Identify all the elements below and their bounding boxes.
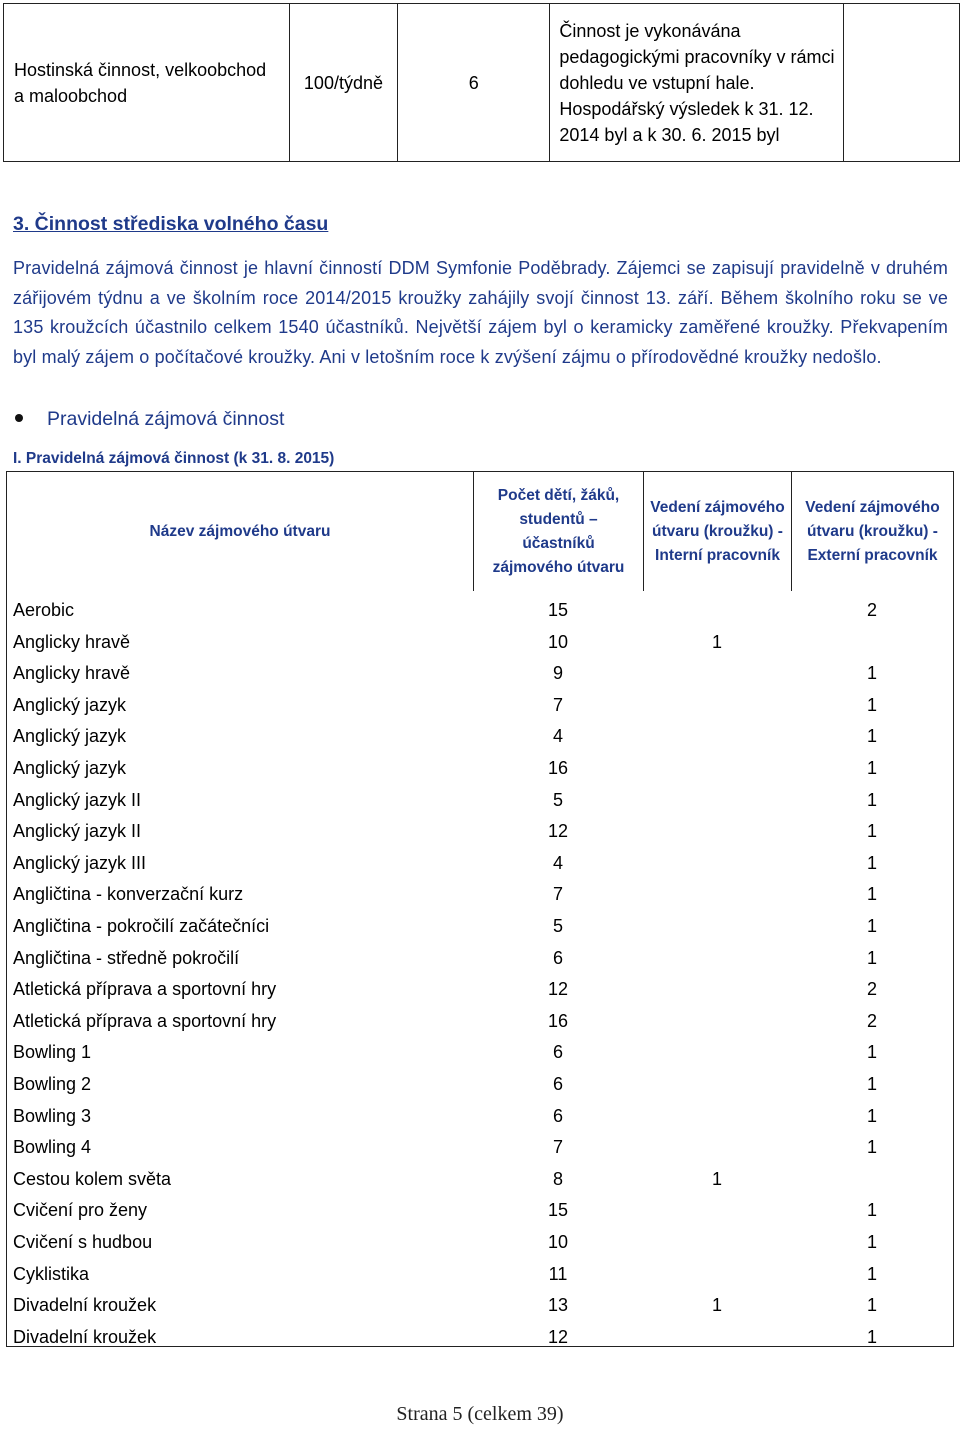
table-row: [7, 973, 953, 1005]
top-extra-cell: [844, 4, 960, 162]
table-row: [7, 1131, 953, 1163]
row-count: 15: [547, 1200, 569, 1221]
table-row: [7, 878, 953, 910]
top-activity-cell: Hostinská činnost, velkoobchod a maloobchod: [4, 4, 290, 162]
table-row: [7, 720, 953, 752]
table-row: [7, 594, 953, 626]
row-name: Bowling 2: [13, 1074, 92, 1094]
header-count: Počet dětí, žáků, studentů – účastníků zájmového útvaru: [473, 472, 643, 591]
table-caption: I. Pravidelná zájmová činnost (k 31. 8. 2015): [13, 450, 335, 467]
row-name: Anglický jazyk II: [13, 789, 142, 810]
top-frequency-cell: 100/týdně: [289, 4, 397, 162]
table-row: [7, 1321, 953, 1353]
row-count: 15: [547, 600, 569, 620]
row-name: Anglicky hravě: [13, 663, 131, 684]
table-row: [7, 1100, 953, 1132]
row-count: 11: [548, 1263, 568, 1284]
row-external: 1: [866, 758, 877, 778]
row-internal: 1: [711, 631, 722, 652]
row-external: 1: [866, 1326, 877, 1347]
row-external: 1: [866, 916, 877, 936]
row-external: 1: [866, 1105, 877, 1126]
row-external: 1: [866, 1295, 877, 1316]
row-external: 2: [866, 1010, 877, 1031]
table-row: [7, 752, 953, 784]
row-count: 5: [552, 789, 563, 810]
row-name: Divadelní kroužek: [13, 1326, 157, 1347]
row-count: 4: [552, 726, 563, 747]
table-row: [7, 942, 953, 974]
row-internal: 1: [711, 1168, 722, 1189]
row-external: 1: [866, 852, 877, 873]
table-row: [7, 784, 953, 816]
row-count: 6: [552, 1074, 563, 1094]
section-paragraph: Pravidelná zájmová činnost je hlavní činností DDM Symfonie Poděbrady. Zájemci se zapisují pravidelně v druhém zářijovém týdnu a ve školním roce 2014/2015 kroužky zahájily svojí činnost 13. září. Během školního roku se ve 135 kroužcích účastnilo celkem 1540 účastníků. Největší zájem byl o keramicky zaměřené kroužky. Překvapením byl malý zájem o počítačové kroužky. Ani v letošním roce k zvýšení zájmu o přírodovědné kroužky nedošlo.: [13, 258, 948, 367]
table-row: [7, 1289, 953, 1321]
row-external: 1: [866, 694, 877, 715]
row-name: Aerobic: [13, 600, 75, 620]
row-name: Cestou kolem světa: [13, 1168, 172, 1189]
row-name: Cvičení pro ženy: [13, 1200, 148, 1221]
row-count: 4: [552, 852, 563, 873]
row-count: 16: [547, 1010, 569, 1031]
table-row: [7, 1194, 953, 1226]
header-external: Vedení zájmového útvaru (kroužku) - Externí pracovník: [791, 472, 953, 591]
table-row: [7, 1005, 953, 1037]
table-row: [7, 847, 953, 879]
table-row: [7, 910, 953, 942]
row-name: Cyklistika: [13, 1263, 90, 1284]
activities-table: [6, 471, 954, 1347]
row-name: Anglický jazyk: [13, 726, 127, 747]
bullet-label: Pravidelná zájmová činnost: [47, 408, 285, 430]
header-internal: Vedení zájmového útvaru (kroužku) - Interní pracovník: [643, 472, 791, 591]
table-row: [7, 1163, 953, 1195]
table-row: [7, 689, 953, 721]
table-row: [7, 1068, 953, 1100]
row-count: 7: [552, 694, 563, 715]
section-heading: 3. Činnost střediska volného času: [13, 213, 329, 235]
row-external: 1: [866, 1042, 877, 1063]
row-name: Anglický jazyk: [13, 758, 127, 778]
row-name: Anglický jazyk II: [13, 821, 142, 842]
row-count: 12: [547, 1326, 569, 1347]
row-external: 1: [866, 1137, 877, 1158]
table-row: [7, 1036, 953, 1068]
row-name: Atletická příprava a sportovní hry: [13, 979, 277, 1000]
row-external: 2: [866, 979, 877, 1000]
row-name: Bowling 3: [13, 1105, 92, 1126]
row-count: 10: [547, 631, 569, 652]
row-count: 7: [552, 1137, 563, 1158]
row-external: 1: [866, 789, 877, 810]
row-count: 6: [552, 1042, 563, 1063]
top-count-cell: 6: [398, 4, 550, 162]
top-table-row: [4, 4, 960, 162]
row-name: Bowling 4: [13, 1137, 92, 1158]
row-internal: 1: [711, 1295, 722, 1316]
row-count: 9: [552, 663, 563, 684]
row-external: 1: [866, 1074, 877, 1094]
row-name: Anglický jazyk: [13, 694, 127, 715]
top-note-cell: Činnost je vykonávána pedagogickými pracovníky v rámci dohledu ve vstupní hale. Hospodářský výsledek k 31. 12. 2014 byl a k 30. 6. 2015 byl: [550, 4, 844, 162]
row-count: 10: [547, 1232, 569, 1252]
row-count: 6: [552, 1105, 563, 1126]
bullet-icon: [15, 414, 23, 422]
row-external: 1: [866, 884, 877, 905]
row-count: 16: [547, 758, 569, 778]
table-header: [7, 472, 953, 594]
row-count: 8: [552, 1168, 563, 1189]
row-external: 1: [866, 947, 877, 968]
row-count: 6: [552, 947, 563, 968]
row-name: Angličtina - středně pokročilí: [13, 947, 240, 968]
table-row: [7, 626, 953, 658]
row-name: Anglicky hravě: [13, 631, 131, 652]
row-count: 5: [552, 916, 563, 936]
row-count: 7: [552, 884, 563, 905]
row-name: Bowling 1: [13, 1042, 92, 1063]
row-external: 2: [866, 600, 877, 620]
row-external: 1: [866, 726, 877, 747]
table-row: [7, 1226, 953, 1258]
table-row: [7, 1258, 953, 1290]
row-name: Cvičení s hudbou: [13, 1232, 153, 1252]
table-row: [7, 657, 953, 689]
row-name: Divadelní kroužek: [13, 1295, 157, 1316]
row-name: Angličtina - pokročilí začátečníci: [13, 916, 270, 936]
row-name: Anglický jazyk III: [13, 852, 147, 873]
row-count: 12: [547, 979, 569, 1000]
header-name: Název zájmového útvaru: [149, 522, 331, 540]
top-table: [3, 3, 960, 162]
row-external: 1: [866, 1232, 877, 1252]
row-name: Atletická příprava a sportovní hry: [13, 1010, 277, 1031]
bullet-item: [13, 408, 284, 431]
page-footer: Strana 5 (celkem 39): [396, 1403, 564, 1425]
table-row: [7, 815, 953, 847]
row-external: 1: [866, 1263, 877, 1284]
row-name: Angličtina - konverzační kurz: [13, 884, 244, 905]
row-external: 1: [866, 821, 877, 842]
row-count: 12: [547, 821, 569, 842]
row-count: 13: [547, 1295, 569, 1316]
row-external: 1: [866, 663, 877, 684]
row-external: 1: [866, 1200, 877, 1221]
